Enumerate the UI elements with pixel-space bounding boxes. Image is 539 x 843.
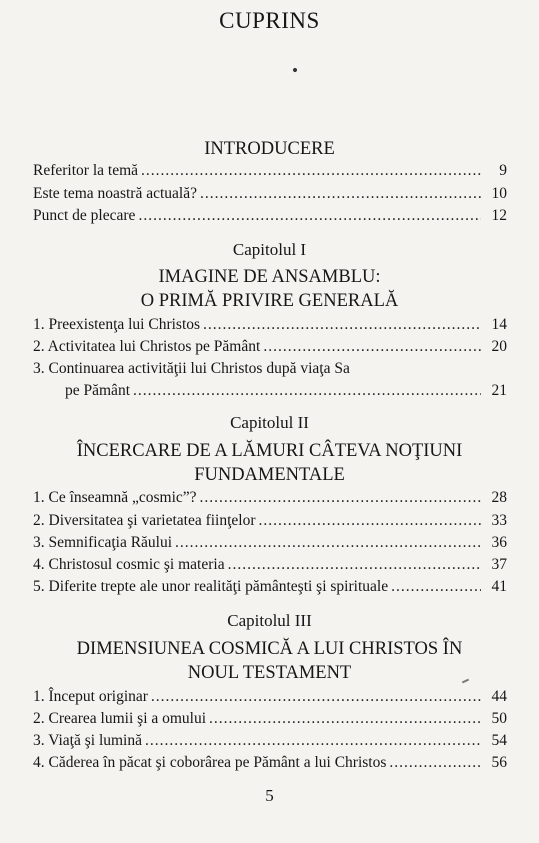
toc-entry: [33, 752, 507, 774]
chapter-heading-line1: ÎNCERCARE DE A LĂMURI CÂTEVA NOŢIUNI: [76, 441, 463, 461]
toc-entry-text: 3. Viaţă şi lumină: [33, 732, 142, 749]
toc-entry: [33, 183, 507, 205]
toc-entry-text: 1. Ce înseamnă „cosmic”?: [33, 489, 197, 506]
page-number: 5: [265, 786, 274, 805]
dot-leader: [151, 686, 481, 708]
dot-leader: [200, 487, 481, 509]
toc-entry-text: Este tema noastră actuală?: [33, 185, 197, 202]
toc-entry-text: 1. Preexistenţa lui Christos: [33, 316, 201, 333]
toc-entry: [33, 730, 507, 752]
toc-entry-text: Referitor la temă: [33, 162, 139, 179]
toc-entry-text: Punct de plecare: [33, 207, 136, 224]
chapter-label: Capitolul II: [230, 413, 309, 432]
dot-leader: [141, 160, 481, 182]
toc-entry: [33, 205, 507, 227]
dot-leader: [200, 183, 481, 205]
toc-entry-page: 50: [491, 710, 507, 727]
intro-heading: INTRODUCERE: [204, 139, 335, 159]
chapter-heading-line1: DIMENSIUNEA COSMICĂ A LUI CHRISTOS ÎN: [76, 639, 463, 659]
dot-leader: [259, 510, 481, 532]
toc-entry: [33, 314, 507, 336]
chapter-heading-line1: IMAGINE DE ANSAMBLU:: [158, 267, 381, 287]
toc-entry: [33, 554, 507, 576]
toc-entry: [33, 532, 507, 554]
toc-entry-page: 33: [491, 512, 507, 529]
toc-entry: [33, 576, 507, 598]
toc-entry-page: 28: [491, 489, 507, 506]
toc-entry-page: 44: [491, 688, 507, 705]
toc-entry: [33, 160, 507, 182]
dot-leader: [133, 380, 481, 402]
toc-entry-page: 20: [491, 338, 507, 355]
toc-entry-page: 9: [499, 162, 507, 179]
chapter-label: Capitolul III: [227, 611, 312, 630]
toc-entry-page: 14: [491, 316, 507, 333]
dot-leader: [145, 730, 481, 752]
page-title: CUPRINS: [219, 8, 320, 33]
dot-leader: [389, 752, 481, 774]
toc-entry-text: 2. Crearea lumii şi a omului: [33, 710, 207, 727]
chapter-heading-line2: O PRIMĂ PRIVIRE GENERALĂ: [140, 291, 399, 311]
toc-entry-page: 10: [491, 185, 507, 202]
toc-entry-text: 2. Activitatea lui Christos pe Pământ: [33, 338, 261, 355]
dot-leader: [203, 314, 481, 336]
toc-entry-text: 2. Diversitatea şi varietatea fiinţelor: [33, 512, 256, 529]
dot-leader: [175, 532, 481, 554]
toc-entry-text-continued: pe Pământ: [65, 382, 130, 399]
toc-entry-text: 1. Început originar: [33, 688, 148, 705]
toc-entry-text: 4. Christosul cosmic şi materia: [33, 556, 225, 573]
toc-entry: [33, 708, 507, 730]
toc-entry-page: 36: [491, 534, 507, 551]
chapter-heading-line2: NOUL TESTAMENT: [187, 663, 352, 683]
dot-leader: [209, 708, 481, 730]
toc-entry-page: 54: [491, 732, 507, 749]
toc-entry: [33, 510, 507, 532]
dot-leader: [228, 554, 481, 576]
toc-entry-page: 12: [491, 207, 507, 224]
toc-entry-text: 3. Continuarea activităţii lui Christos după viaţa Sa: [33, 360, 350, 377]
toc-entry-text: 4. Căderea în păcat şi coborârea pe Pământ a lui Christos: [33, 754, 387, 771]
dot-leader: [391, 576, 481, 598]
toc-entry-text: 5. Diferite trepte ale unor realităţi pământeşti şi spirituale: [33, 578, 389, 595]
toc-entry: [33, 686, 507, 708]
toc-entry-text: 3. Semnificaţia Răului: [33, 534, 173, 551]
chapter-label: Capitolul I: [232, 240, 307, 259]
toc-entry-page: 21: [491, 382, 507, 399]
chapter-heading-line2: FUNDAMENTALE: [194, 465, 345, 485]
toc-entry-page: 37: [491, 556, 507, 573]
dot-leader: [263, 336, 481, 358]
toc-entry-page: 41: [491, 578, 507, 595]
toc-entry: [33, 358, 507, 402]
toc-entry-page: 56: [491, 754, 507, 771]
dot-leader: [138, 205, 481, 227]
toc-entry: [33, 336, 507, 358]
toc-entry: [33, 487, 507, 509]
ink-speck: [292, 67, 297, 72]
